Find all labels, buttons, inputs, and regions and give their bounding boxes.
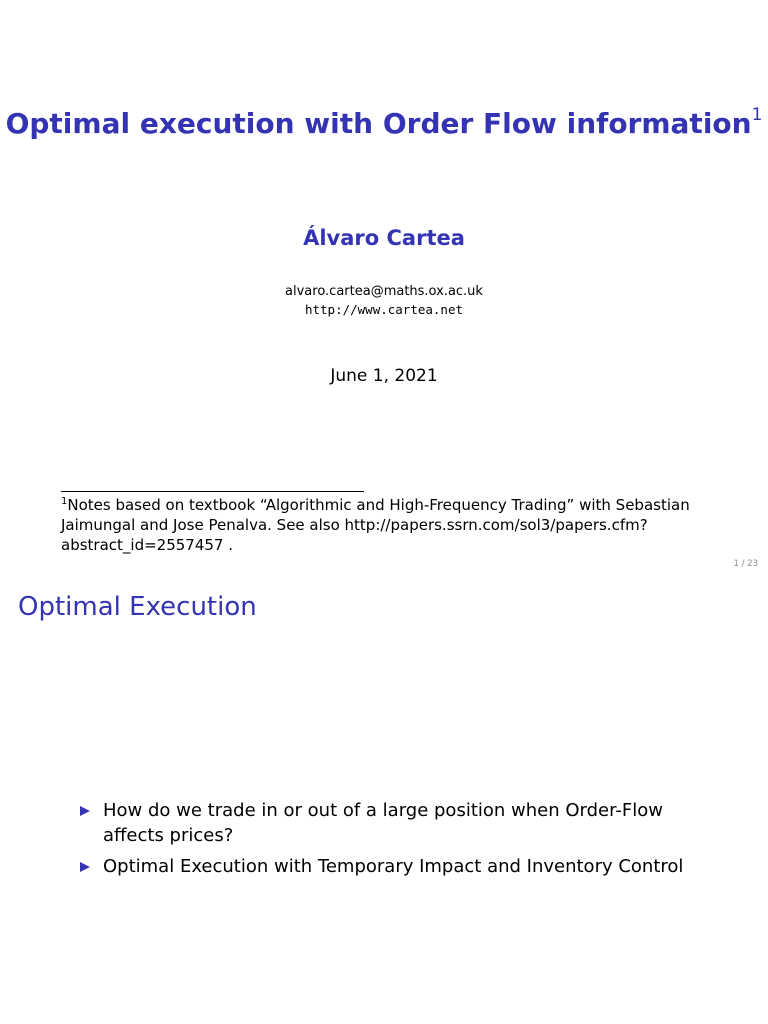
author-email: alvaro.cartea@maths.ox.ac.uk [285,284,483,299]
bullet-text: Optimal Execution with Temporary Impact and Inventory Control [103,856,684,877]
presentation-date: June 1, 2021 [330,366,438,386]
bullet-text: How do we trade in or out of a large position when Order-Flow affects prices? [103,800,663,846]
footnote-text: Notes based on textbook “Algorithmic and High-Frequency Trading” with Sebastian Jaimungal and Jose Penalva. See also http://papers.ssrn.com/sol3/papers.cfm?abstract_id=2557457 . [61,496,690,554]
frame-title: Optimal Execution [18,592,257,622]
author-url: http://www.cartea.net [304,302,464,317]
bullet-list [78,798,718,885]
bullet-item [78,854,718,879]
triangle-bullet-icon [80,862,90,872]
page-number: 1 / 23 [733,559,758,569]
bullet-item [78,798,718,848]
title-footnote-mark: 1 [751,105,763,125]
author-name: Álvaro Cartea [303,226,465,250]
footnote-mark: 1 [61,496,68,507]
presentation-title [0,104,768,143]
footnote-rule [61,491,364,492]
title-text: Optimal execution with Order Flow information [5,107,752,140]
triangle-bullet-icon [80,806,90,816]
footnote [61,495,711,555]
content-slide [0,576,768,1024]
